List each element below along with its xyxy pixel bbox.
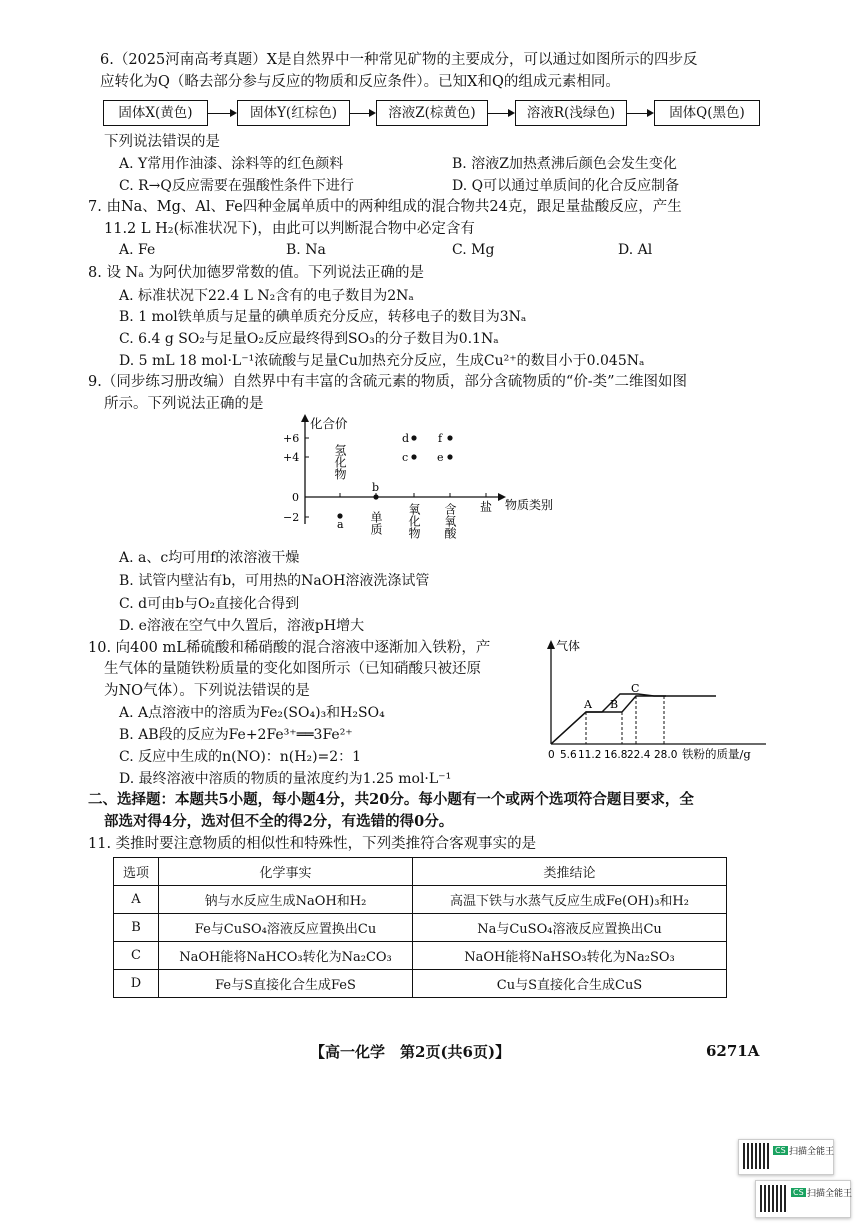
q10-option-d: D. 最终溶液中溶质的物质的量浓度约为1.25 mol·L⁻¹ — [119, 771, 452, 787]
q7-option-a: A. Fe — [119, 242, 156, 258]
q8-option-c: C. 6.4 g SO₂与足量O₂反应最终得到SO₃的分子数目为0.1Nₐ — [119, 331, 499, 347]
q11-line1: 11. 类推时要注意物质的相似性和特殊性，下列类推符合客观事实的是 — [88, 836, 537, 852]
q9-label-d: d — [402, 432, 410, 445]
q9-point-b — [373, 494, 378, 499]
q9-option-d: D. e溶液在空气中久置后，溶液pH增大 — [119, 618, 365, 634]
q9-label-c: c — [402, 451, 409, 464]
table-header-row — [114, 858, 727, 886]
q9-y-arrow — [301, 414, 309, 422]
q9-cat-hydride: 氢化物 — [333, 444, 347, 480]
flow-arrow-4 — [626, 113, 652, 114]
flow-box-x: 固体X(黄色) — [103, 100, 208, 126]
q9-cat-salt: 盐 — [480, 500, 493, 514]
q9-ylabel: 化合价 — [310, 416, 348, 431]
flow-arrow-2 — [349, 113, 374, 114]
q8-line1: 8. 设 Nₐ 为阿伏加德罗常数的值。下列说法正确的是 — [88, 265, 424, 281]
q7-option-c: C. Mg — [452, 242, 495, 258]
row-d-option: D — [114, 970, 159, 998]
q8-option-d: D. 5 mL 18 mol·L⁻¹浓硫酸与足量Cu加热充分反应，生成Cu²⁺的数目小于0.045Nₐ — [119, 353, 645, 369]
q10-point-c: C — [631, 682, 640, 695]
q6-option-c: C. R→Q反应需要在强酸性条件下进行 — [119, 178, 354, 194]
q10-option-c: C. 反应中生成的n(NO)：n(H₂)=2：1 — [119, 749, 362, 765]
row-b-conclusion: Na与CuSO₄溶液反应置换出Cu — [413, 914, 727, 942]
row-d-conclusion: Cu与S直接化合生成CuS — [413, 970, 727, 998]
q9-xlabel: 物质类别 — [505, 498, 554, 512]
q10-option-b: B. AB段的反应为Fe+2Fe³⁺══3Fe²⁺ — [119, 727, 353, 743]
q9-line2: 所示。下列说法正确的是 — [104, 396, 264, 412]
flow-box-z: 溶液Z(棕黄色) — [376, 100, 488, 126]
q6-option-d: D. Q可以通过单质间的化合反应制备 — [452, 178, 680, 194]
q10-ylabel: 气体 — [556, 639, 581, 653]
q7-line2: 11.2 L H₂(标准状况下)，由此可以判断混合物中必定含有 — [104, 221, 475, 237]
q6-line1: 6.（2025河南高考真题）X是自然界中一种常见矿物的主要成分，可以通过如图所示的四步反 — [100, 52, 698, 68]
valence-category-chart — [280, 412, 580, 547]
q8-option-b: B. 1 mol铁单质与足量的碘单质充分反应，转移电子的数目为3Nₐ — [119, 309, 527, 325]
exam-code: 6271A — [706, 1042, 760, 1060]
row-c-fact: NaOH能将NaHCO₃转化为Na₂CO₃ — [159, 942, 413, 970]
scanner-name: 扫描全能王 — [789, 1147, 835, 1157]
cs-logo-icon: CS — [793, 1188, 804, 1197]
qr-code-icon — [743, 1143, 769, 1169]
table-row — [114, 914, 727, 942]
scanner-watermark-2 — [755, 1180, 851, 1218]
gas-vs-iron-chart — [538, 634, 778, 769]
q6-option-a: A. Y常用作油漆、涂料等的红色颜料 — [119, 156, 344, 172]
row-a-fact: 钠与水反应生成NaOH和H₂ — [159, 886, 413, 914]
qr-code-icon — [760, 1185, 787, 1212]
q9-label-a: a — [337, 518, 344, 531]
row-c-conclusion: NaOH能将NaHSO₃转化为Na₂SO₃ — [413, 942, 727, 970]
q9-cat-oxide: 氧化物 — [407, 503, 421, 539]
row-a-conclusion: 高温下铁与水蒸气反应生成Fe(OH)₃和H₂ — [413, 886, 727, 914]
q9-cat-element: 单质 — [369, 511, 383, 535]
header-option: 选项 — [114, 858, 159, 886]
q9-ytick-0: 0 — [292, 491, 299, 504]
q11-table — [113, 857, 727, 998]
q9-point-e — [447, 454, 452, 459]
q10-xtick-3: 16.8 — [604, 749, 628, 761]
q7-line1: 7. 由Na、Mg、Al、Fe四种金属单质中的两种组成的混合物共24克，跟足量盐酸反应，产生 — [88, 199, 682, 215]
row-b-fact: Fe与CuSO₄溶液反应置换出Cu — [159, 914, 413, 942]
q10-line1: 10. 向400 mL稀硫酸和稀硝酸的混合溶液中逐渐加入铁粉，产 — [88, 640, 491, 656]
section2-line2: 部选对得4分，选对但不全的得2分，有选错的得0分。 — [104, 813, 454, 830]
q9-ytick-minus2: −2 — [283, 511, 300, 524]
q6-line2: 应转化为Q（略去部分参与反应的物质和反应条件）。已知X和Q的组成元素相同。 — [100, 74, 620, 90]
q9-option-a: A. a、c均可用f的浓溶液干燥 — [119, 550, 300, 566]
header-fact: 化学事实 — [159, 858, 413, 886]
q10-xtick-1: 5.6 — [560, 749, 577, 761]
scanner-watermark-1 — [738, 1139, 834, 1175]
row-b-option: B — [114, 914, 159, 942]
q10-xtick-5: 28.0 — [654, 749, 678, 761]
q9-point-d — [411, 435, 416, 440]
flow-arrow-3 — [487, 113, 513, 114]
cs-logo-icon: CS — [775, 1146, 786, 1155]
scanner-name: 扫描全能王 — [807, 1189, 853, 1199]
q6-option-b: B. 溶液Z加热煮沸后颜色会发生变化 — [452, 156, 677, 172]
q9-option-b: B. 试管内壁沾有b，可用热的NaOH溶液洗涤试管 — [119, 573, 430, 589]
q10-xtick-2: 11.2 — [578, 749, 602, 761]
row-a-option: A — [114, 886, 159, 914]
q9-point-c — [411, 454, 416, 459]
q10-xtick-0: 0 — [548, 749, 555, 761]
q10-option-a: A. A点溶液中的溶质为Fe₂(SO₄)₃和H₂SO₄ — [119, 705, 385, 721]
q10-line2: 生气体的量随铁粉质量的变化如图所示（已知硝酸只被还原 — [104, 661, 481, 677]
q10-point-a: A — [584, 698, 592, 711]
q9-line1: 9.（同步练习册改编）自然界中有丰富的含硫元素的物质，部分含硫物质的“价-类”二维图如图 — [88, 374, 688, 390]
q9-option-c: C. d可由b与O₂直接化合得到 — [119, 596, 300, 612]
q10-line3: 为NO气体）。下列说法错误的是 — [104, 683, 310, 699]
table-row — [114, 942, 727, 970]
section2-line1: 二、选择题：本题共5小题，每小题4分，共20分。每小题有一个或两个选项符合题目要求，全 — [88, 791, 694, 808]
table-row — [114, 970, 727, 998]
q9-label-e: e — [437, 451, 444, 464]
page-footer: 【高一化学 第2页(共6页)】 — [310, 1043, 511, 1061]
flow-box-q: 固体Q(黑色) — [654, 100, 760, 126]
q9-ytick-plus6: +6 — [283, 432, 300, 445]
q7-option-d: D. Al — [618, 242, 653, 258]
q10-xlabel: 铁粉的质量/g — [682, 747, 751, 761]
q10-xtick-4: 22.4 — [627, 749, 651, 761]
flow-box-r: 溶液R(浅绿色) — [515, 100, 627, 126]
q9-label-f: f — [438, 432, 443, 445]
q6-stem: 下列说法错误的是 — [104, 134, 220, 150]
q7-option-b: B. Na — [286, 242, 326, 258]
q8-option-a: A. 标准状况下22.4 L N₂含有的电子数目为2Nₐ — [119, 288, 414, 304]
q9-ytick-plus4: +4 — [283, 451, 300, 464]
row-c-option: C — [114, 942, 159, 970]
q9-cat-oxyacid: 含氧酸 — [443, 503, 457, 539]
header-conclusion: 类推结论 — [413, 858, 727, 886]
flow-box-y: 固体Y(红棕色) — [237, 100, 350, 126]
row-d-fact: Fe与S直接化合生成FeS — [159, 970, 413, 998]
q9-point-f — [447, 435, 452, 440]
q9-label-b: b — [372, 481, 380, 494]
q10-point-b: B — [610, 698, 619, 711]
table-row — [114, 886, 727, 914]
flow-arrow-1 — [207, 113, 235, 114]
